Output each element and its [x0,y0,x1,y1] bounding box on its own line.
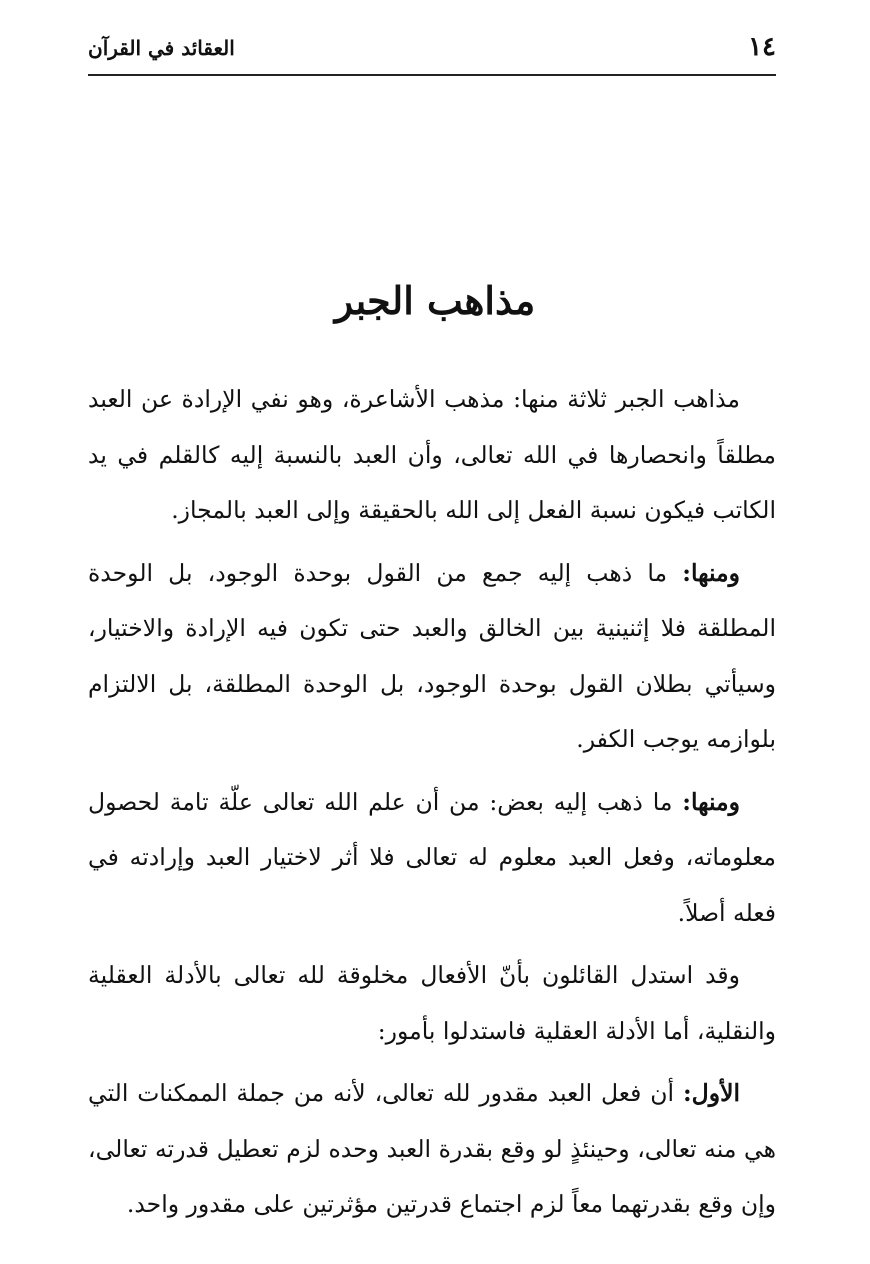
chapter-title: مذاهب الجبر [334,278,536,323]
paragraph [88,372,776,539]
paragraph [88,775,776,942]
page-header [88,30,776,76]
paragraph [88,1066,776,1233]
paragraph-lead: ومنها: [682,558,740,587]
body-text [88,372,776,1240]
paragraph-text: مذاهب الجبر ثلاثة منها: مذهب الأشاعرة، وهو نفي الإرادة عن العبد مطلقاً وانحصارها في الله تعالى، وأن العبد بالنسبة إليه كالقلم في يد الكاتب فيكون نسبة الفعل إلى الله بالحقيقة وإلى العبد بالمجاز. [88,385,776,524]
paragraph-lead: ومنها: [682,787,740,816]
paragraph-text: وقد استدل القائلون بأنّ الأفعال مخلوقة لله تعالى بالأدلة العقلية والنقلية، أما الأدلة العقلية فاستدلوا بأمور: [88,961,776,1045]
page-number: ١٤ [748,32,776,62]
paragraph [88,546,776,768]
paragraph-text: ما ذهب إليه بعض: من أن علم الله تعالى علّة تامة لحصول معلوماته، وفعل العبد معلوم له تعالى فلا أثر لاختيار العبد وإرادته في فعله أصلاً. [88,787,776,927]
paragraph-text: ما ذهب إليه جمع من القول بوحدة الوجود، بل الوحدة المطلقة فلا إثنينية بين الخالق والعبد حتى تكون فيه الإرادة والاختيار، وسيأتي بطلان القول بوحدة الوجود، بل الوحدة المطلقة، بل الالتزام بلوازمه يوجب الكفر. [88,558,776,753]
paragraph [88,948,776,1059]
paragraph-lead: الأول: [682,1079,740,1107]
running-title: العقائد في القرآن [88,36,235,60]
paragraph-text: أن فعل العبد مقدور لله تعالى، لأنه من جملة الممكنات التي هي منه تعالى، وحينئذٍ لو وقع بقدرة العبد وحده لزم تعطيل قدرته تعالى، وإن وقع بقدرتهما معاً لزم اجتماع قدرتين مؤثرتين على مقدور واحد. [88,1079,776,1218]
